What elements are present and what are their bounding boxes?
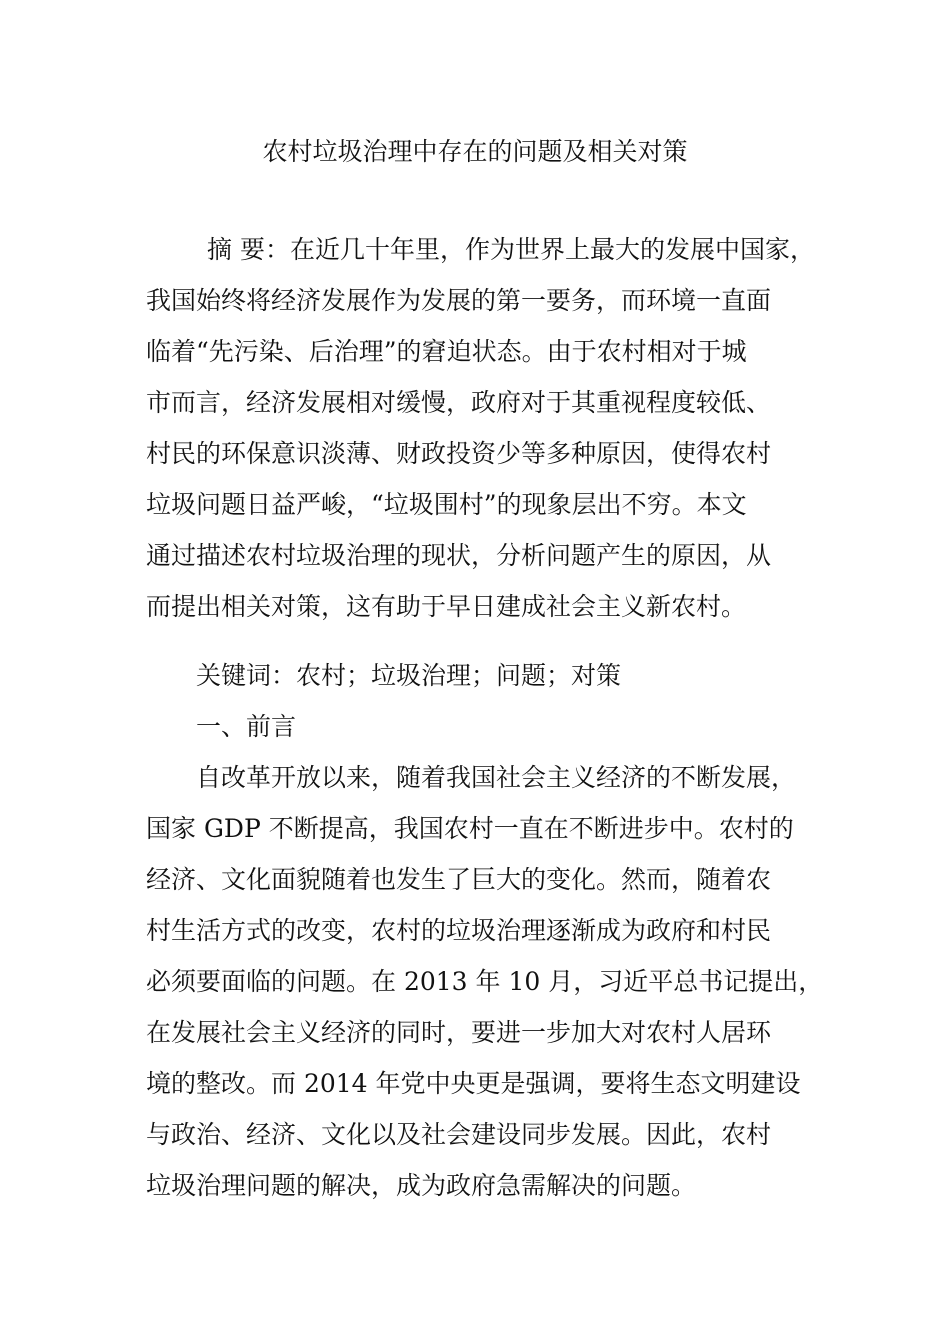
body-line-3: 经济、文化面貌随着也发生了巨大的变化。然而，随着农 — [146, 865, 772, 894]
body-line-7: 境的整改。而 2014 年党中央更是强调，要将生态文明建设 — [146, 1069, 801, 1098]
abstract-line-1: 摘 要：在近几十年里，作为世界上最大的发展中国家， — [207, 235, 815, 264]
section-heading: 一、前言 — [196, 712, 297, 741]
abstract-line-6: 垃圾问题日益严峻，“垃圾围村”的现象层出不穷。本文 — [146, 490, 747, 519]
body-line-5: 必须要面临的问题。在 2013 年 10 月，习近平总书记提出， — [146, 967, 824, 996]
body-line-6: 在发展社会主义经济的同时，要进一步加大对农村人居环 — [146, 1018, 772, 1047]
abstract-line-4: 市而言，经济发展相对缓慢，政府对于其重视程度较低、 — [146, 388, 772, 417]
abstract-line-7: 通过描述农村垃圾治理的现状，分析问题产生的原因，从 — [146, 541, 772, 570]
body-line-2: 国家 GDP 不断提高，我国农村一直在不断进步中。农村的 — [146, 814, 794, 843]
abstract-line-2: 我国始终将经济发展作为发展的第一要务，而环境一直面 — [146, 286, 772, 315]
body-line-4: 村生活方式的改变，农村的垃圾治理逐渐成为政府和村民 — [146, 916, 772, 945]
keywords-line: 关键词：农村；垃圾治理；问题；对策 — [196, 661, 622, 690]
body-line-8: 与政治、经济、文化以及社会建设同步发展。因此，农村 — [146, 1120, 772, 1149]
body-line-1: 自改革开放以来，随着我国社会主义经济的不断发展， — [196, 763, 797, 792]
abstract-line-8: 而提出相关对策，这有助于早日建成社会主义新农村。 — [146, 592, 747, 621]
abstract-line-3: 临着“先污染、后治理”的窘迫状态。由于农村相对于城 — [146, 337, 747, 366]
document-title: 农村垃圾治理中存在的问题及相关对策 — [262, 137, 688, 166]
body-line-9: 垃圾治理问题的解决，成为政府急需解决的问题。 — [146, 1171, 697, 1200]
abstract-line-5: 村民的环保意识淡薄、财政投资少等多种原因，使得农村 — [146, 439, 772, 468]
